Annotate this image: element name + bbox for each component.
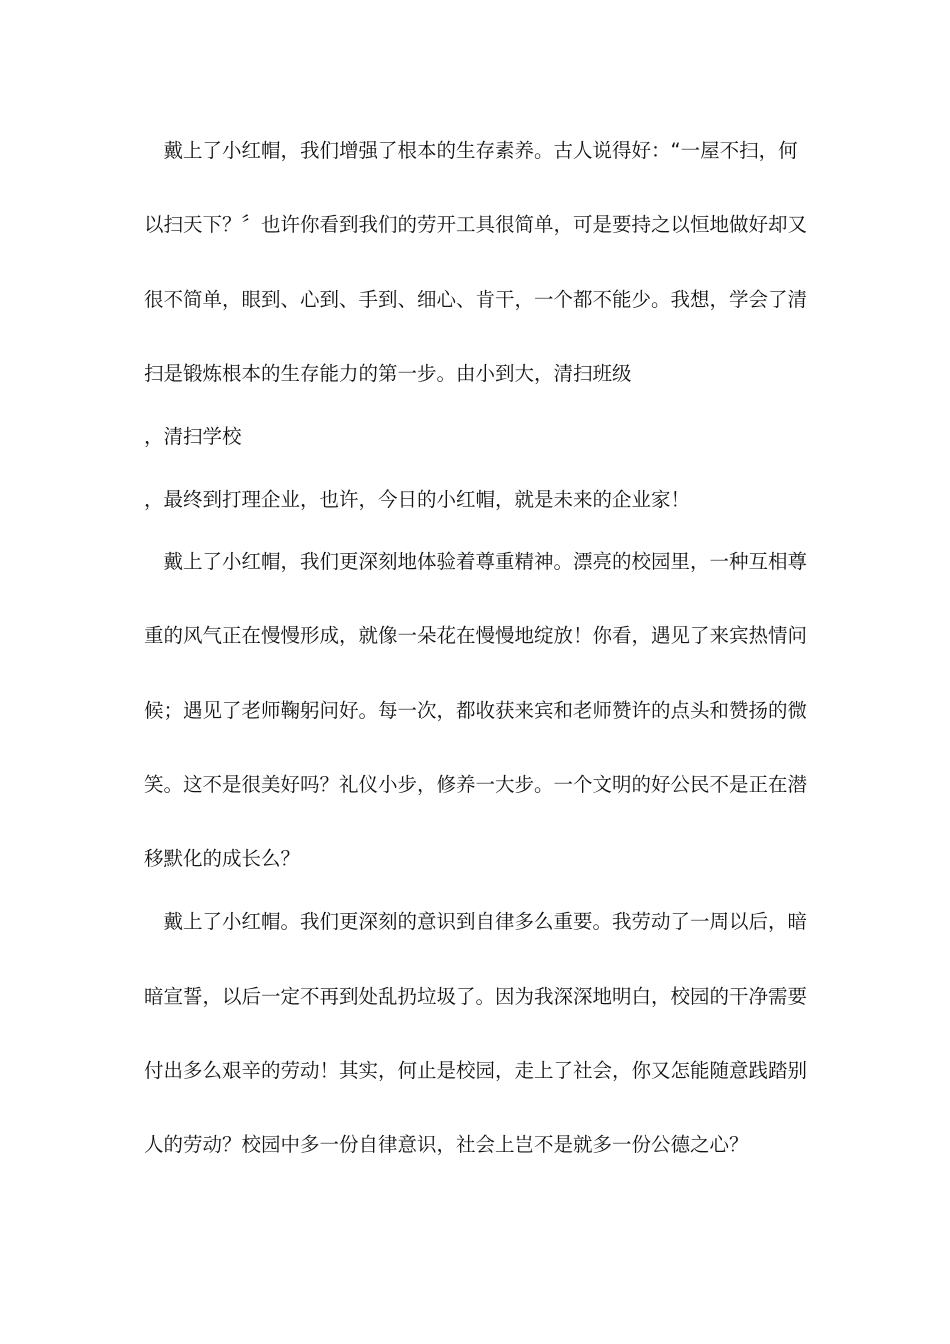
text-line: ，最终到打理企业，也许，今日的小红帽，就是未来的企业家！ bbox=[144, 488, 691, 511]
text-line: 重的风气正在慢慢形成，就像一朵花在慢慢地绽放！你看，遇见了来宾热情问 bbox=[144, 624, 808, 647]
text-line: 移默化的成长么？ bbox=[144, 847, 301, 870]
text-line: 很不简单，眼到、心到、手到、细心、肯干，一个都不能少。我想，学会了清 bbox=[144, 288, 808, 311]
text-line: 暗宣誓，以后一定不再到处乱扔垃圾了。因为我深深地明白，校园的干净需要 bbox=[144, 985, 808, 1008]
text-line: ，清扫学校 bbox=[144, 425, 242, 448]
text-line: 笑。这不是很美好吗？礼仪小步，修养一大步。一个文明的好公民不是正在潜 bbox=[144, 773, 808, 796]
text-line: 扫是锻炼根本的生存能力的第一步。由小到大，清扫班级 bbox=[144, 362, 632, 385]
text-line: 以扫天下？〞也许你看到我们的劳开工具很简单，可是要持之以恒地做好却又 bbox=[144, 213, 808, 236]
text-line: 付出多么艰辛的劳动！其实，何止是校园，走上了社会，你又怎能随意践踏别 bbox=[144, 1059, 808, 1082]
text-line: 人的劳动？校园中多一份自律意识，社会上岂不是就多一份公德之心？ bbox=[144, 1133, 749, 1156]
text-line: 戴上了小红帽。我们更深刻的意识到自律多么重要。我劳动了一周以后，暗 bbox=[144, 910, 808, 933]
text-line: 戴上了小红帽，我们增强了根本的生存素养。古人说得好：“一屋不扫，何 bbox=[144, 139, 798, 162]
text-line: 候；遇见了老师鞠躬问好。每一次，都收获来宾和老师赞许的点头和赞扬的微 bbox=[144, 699, 808, 722]
text-line: 戴上了小红帽，我们更深刻地体验着尊重精神。漂亮的校园里，一种互相尊 bbox=[144, 550, 808, 573]
